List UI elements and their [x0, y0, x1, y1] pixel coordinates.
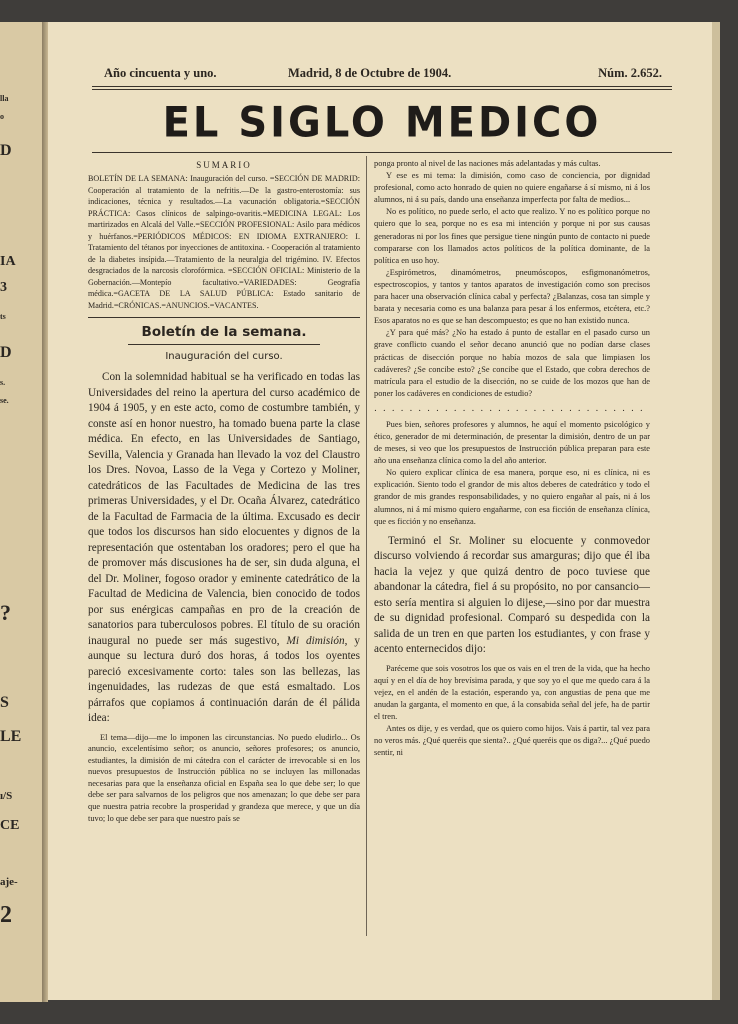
- page-edge: [712, 22, 720, 1000]
- left-fragment: se.: [0, 396, 9, 405]
- section-title-rule: [128, 344, 320, 345]
- article-paragraph: Terminó el Sr. Moliner su elocuente y conmovedor discurso volviendo á recordar sus amarguras; dijo que él iba hacia la vejez y que quizá dentro de poco tuviese que abandonar la cátedra, fiel á su propósito, no por cansancio—esto sería mentira si alguien lo dijese,—sino por dar muestra de su dignidad profesional. Comparó su despedida con la salida de un tren en que parten los estudiantes, y con frase y acento enternecidos dijo:: [374, 534, 650, 656]
- quote-paragraph: ¿Y para qué más? ¿No ha estado á punto de estallar en el pasado curso un grave conflicto cuando el señor decano anunció que no podían darse clases prácticas de disección porque no había mozos de sala que limpiasen los cadáveres? ¿Se concibe esto? ¿Se concibe que el Estado, que cobra derechos de matrícula para el estudio de la disección, no se cuide de los mozos que han de poner los cadáveres en condiciones de estudio?: [374, 328, 650, 398]
- left-fragment: D: [0, 344, 12, 361]
- issue-date: Madrid, 8 de Octubre de 1904.: [288, 66, 452, 80]
- masthead-rule-double: [92, 89, 672, 90]
- quote-paragraph: No es político, no puede serlo, el acto que realizo. Y no es político porque no quiero que lo sea, porque no es esa mi intención y porque ni por sus causas generadoras ni por los fines que persigue tiene ningún punto de contacto ni puede compararse con los llamados actos políticos de la política dominante, de la política en uso hoy.: [374, 207, 650, 265]
- section-title: Boletín de la semana.: [141, 324, 307, 340]
- left-fragment: 2: [0, 902, 12, 928]
- ellipsis-separator: ...............................: [374, 403, 649, 414]
- left-fragment: aje-: [0, 876, 18, 888]
- sumario-text: BOLETÍN DE LA SEMANA: Inauguración del curso. =SECCIÓN DE MADRID: Cooperación al tratamiento de la nefritis.—De la gastro-enterostomía: sus indicaciones, técnica y resultados.—La vacunación obligatoria.=SECCIÓN PRÁCTICA: Casos clínicos de salpingo-ovaritis.=MEDICINA LEGAL: Los martirizados en Alcalá del Valle.=SECCIÓN PROFESIONAL: Asilo para médicos y huérfanos.=PERIÓDICOS MÉDICOS: EN IDIOMA EXTRANJERO: I. Tratamiento del tétanos por inyecciones de antitoxina. - Cooperación al tratamiento de la diabetes insípida.—Tratamiento de la neuralgia del trigémino. IV. Efectos desgraciados de la narcosis clorofórmica. =SECCIÓN OFICIAL: Ministerio de la Gobernación.—Montepío facultativo.=VARIEDADES: Geografía médica.=GACETA DE LA SALUD PÚBLICA: Estado sanitario de Madrid.=CRÓNICAS.=ANUNCIOS.=VACANTES.: [88, 174, 360, 310]
- column-divider: [366, 156, 367, 936]
- quote-paragraph: Paréceme que sois vosotros los que os vais en el tren de la vida, que ha hecho aquí y en el día de hoy brevísima parada, y que soy yo el que me quedo cara á la vejez, en el andén de la estación, esperando ya, con angustias de pena que me anudan la garganta, el momento en que, á la consabida señal del jefe, ha de partir el tren.: [374, 663, 650, 722]
- issue-year: Año cincuenta y uno.: [104, 66, 217, 80]
- quote-paragraph: ponga pronto al nivel de las naciones más adelantadas y más cultas.: [374, 159, 601, 168]
- quote-paragraph: ¿Espirómetros, dinamómetros, pneumóscopos, esfigmonanómetros, espectroscopios, y tantos y tantos aparatos de investigación como son precisos para hacer una observación clínica cabal y perfecta? ¿Balanzas, cosa tan simple y barata y necesaria como es una balanza para pesar á los enfermos, etcétera, etc.? Esos aparatos no es que se han descompuesto; es que no han existido nunca.: [374, 267, 650, 326]
- left-page-edge: [0, 22, 42, 1002]
- left-fragment: 3: [0, 280, 7, 295]
- left-fragment: ts: [0, 312, 6, 321]
- left-fragment: IA: [0, 254, 16, 269]
- left-fragment: lla: [0, 94, 9, 103]
- title-rule: [92, 152, 672, 153]
- left-fragment: ı/S: [0, 790, 13, 802]
- article-paragraph: [88, 370, 360, 727]
- article-subtitle: Inauguración del curso.: [165, 351, 283, 362]
- left-fragment: s.: [0, 378, 6, 387]
- section-rule: [88, 317, 360, 318]
- speech-title: Mi dimisión: [286, 634, 345, 647]
- left-fragment: CE: [0, 818, 20, 833]
- issue-number: Núm. 2.652.: [598, 66, 662, 80]
- left-fragment: D: [0, 142, 12, 159]
- column-left: [88, 158, 360, 824]
- left-fragment: LE: [0, 728, 22, 745]
- quote-paragraph: Pues bien, señores profesores y alumnos, he aquí el momento psicológico y ético, generador de mi determinación, de presentar la dimisión, dentro de un par de meses, si veo que los presupuestos de Instrucción pública preparan para este año una enseñanza clínica como la del año anterior.: [374, 419, 650, 466]
- paragraph-text: Con la solemnidad habitual se ha verificado en todas las Universidades del reino la apertura del curso académico de 1904 á 1905, y en este acto, como de costumbre también, y conste así en honor nuestro, ha tomado buena parte la clase médica. En efecto, en las Universidades de Santiago, Sevilla, Valencia y Granada han llevado la voz del Claustro los Dres. Novoa, Lasso de la Vega y Cortezo y Moliner, catedráticos de las Facultades de Medicina de las tres primeras Universidades, y el Dr. Ocaña Álvarez, catedrático de la Facultad de Farmacia de la última. Excusado es decir que todos los discursos han sido elocuentes y dignos de la representación que ostentaban los oradores; pero el que ha de promover más discusiones ha de ser, sin duda alguna, el del Dr. Moliner, fogoso orador y eminente catedrático de la Facultad de Medicina de Valencia, bien conocido de todos por sus enérgicas campañas en pro de la creación de sanatorios para tuberculosos pobres. El título de su oración inaugural no puede ser más sugestivo,: [88, 371, 360, 647]
- masthead-rule: [92, 86, 672, 87]
- quote-paragraph: El tema—dijo—me lo imponen las circunstancias. No puedo eludirlo... Os anuncio, excelentísimo señor; os anuncio, señores profesores; os anuncio, estudiantes, la dimisión de mi cátedra con el carácter de irrevocable si en los nuevos presupuestos de Instrucción pública no se incluyen las millonadas necesarias para que la enseñanza oficial en España sea lo que debe ser; lo que debe ser para salvarnos de los peligros que nos amenazan; lo que debe ser para que nuestra patria recobre la prosperidad y grandeza que merece, y que un día tuvo; lo que debe ser para que nuestro país se: [88, 732, 360, 823]
- quote-paragraph: Y ese es mi tema: la dimisión, como caso de conciencia, por dignidad profesional, como acto honrado de quien no quiere engañarse á sí mismo, ni á los alumnos, ni á su país, dando una enseñanza imperfecta por falta de medios...: [374, 171, 650, 205]
- column-right: [374, 158, 650, 759]
- left-fragment: ?: [0, 600, 11, 625]
- newspaper-page: [48, 22, 712, 1000]
- sumario-heading: SUMARIO: [196, 160, 252, 170]
- left-fragment: S: [0, 694, 9, 711]
- quote-paragraph: Antes os dije, y es verdad, que os quiero como hijos. Vais á partir, tal vez para no veros más. ¿Qué queréis que sienta?.. ¿Qué queréis que os diga?... ¿Qué puedo sentir, ni: [374, 724, 650, 758]
- masthead: [92, 66, 672, 82]
- left-fragment: o: [0, 112, 4, 121]
- paragraph-text-end: , y aunque su lectura duró dos horas, á todos los oyentes pareció excesivamente corto: tales son las bellezas, las ingenuidades, las rudezas de que está esmaltado. Los párrafos que copiamos á continuación darán de él pálida idea:: [88, 634, 360, 724]
- quote-paragraph: No quiero explicar clínica de esa manera, porque eso, ni es clínica, ni es explicación. Siento todo el grandor de mis altos deberes de catedrático y todo el grandor de mis grandes responsabilidades, y no quiero engañar al país, ni á los alumnos, ni á mí mismo quiero engañarme, con esa ficción de enseñanza clínica, que es ficción y no enseñanza.: [374, 468, 650, 526]
- newspaper-title: EL SIGLO MEDICO: [162, 98, 602, 148]
